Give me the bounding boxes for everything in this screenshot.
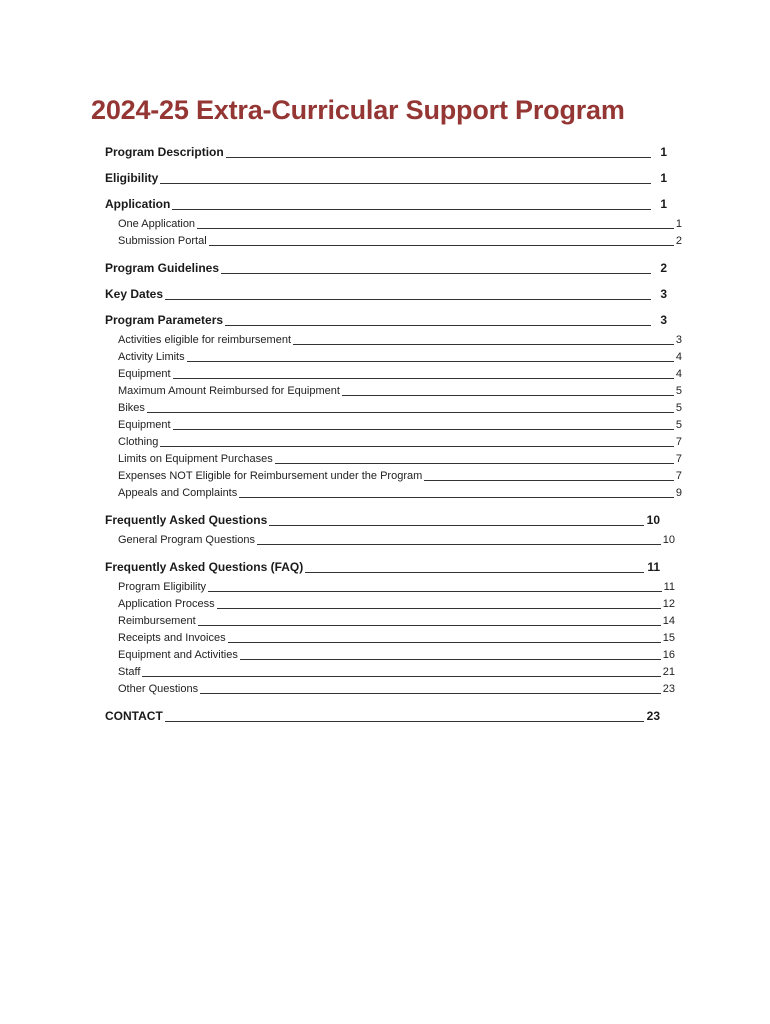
toc-page-number: 14 [662,615,675,627]
toc-leader [160,446,674,447]
toc-subentry-label: Maximum Amount Reimbursed for Equipment [118,385,340,397]
toc-leader [198,625,661,626]
toc-page-number: 1 [660,171,667,185]
toc-subentry-label: Appeals and Complaints [118,487,238,499]
toc-page-number: 5 [675,385,682,397]
toc-entry-contact[interactable] [105,709,660,724]
toc-subentry-staff[interactable] [118,664,675,681]
toc-entry-eligibility[interactable] [105,171,667,186]
toc-subentry-label: Activity Limits [118,351,185,363]
toc-subentry-application-process[interactable] [118,596,675,613]
toc-subentry-submission-portal[interactable] [118,233,682,250]
toc-leader [173,429,674,430]
toc-subentry-general-program-questions[interactable] [118,532,675,549]
toc-leader [293,344,674,345]
toc-entry-program-description[interactable] [105,145,667,160]
toc-subentry-activity-limits[interactable] [118,349,682,366]
toc-leader [187,361,674,362]
toc-subentry-activities-eligible[interactable] [118,332,682,349]
toc-page-number: 15 [662,632,675,644]
toc-subentry-equipment[interactable] [118,366,682,383]
toc-subentry-equipment-and-activities[interactable] [118,647,675,664]
toc-subentry-maximum-amount[interactable] [118,383,682,400]
toc-subentry-label: Other Questions [118,683,199,695]
toc-leader [173,378,674,379]
toc-page-number: 2 [675,235,682,247]
toc-subentry-label: Program Eligibility [118,581,207,593]
toc-subentry-program-eligibility[interactable] [118,579,675,596]
toc-entry-label: CONTACT [105,709,163,723]
toc-page-number: 3 [675,334,682,346]
toc-page-number: 2 [660,261,667,275]
toc-entry-key-dates[interactable] [105,287,667,302]
toc-leader [197,228,674,229]
toc-leader [160,183,651,184]
toc-leader [342,395,674,396]
toc-subentry-label: Submission Portal [118,235,207,247]
toc-entry-label: Program Parameters [105,313,224,327]
toc-entry-label: Key Dates [105,287,164,301]
toc-entry-label: Frequently Asked Questions [105,513,268,527]
toc-page-number: 1 [675,218,682,230]
toc-page-number: 10 [646,513,660,527]
toc-leader [269,525,644,526]
toc-subentry-expenses-not-eligible[interactable] [118,468,682,485]
toc-page-number: 4 [675,351,682,363]
toc-leader [209,245,674,246]
toc-subentry-label: Staff [118,666,141,678]
toc-subentry-label: Limits on Equipment Purchases [118,453,273,465]
toc-subentry-label: Activities eligible for reimbursement [118,334,292,346]
toc-entry-faq[interactable] [105,560,660,575]
toc-subentry-label: Application Process [118,598,215,610]
toc-leader [142,676,660,677]
toc-leader [240,659,661,660]
toc-leader [275,463,674,464]
toc-page-number: 3 [660,313,667,327]
toc-leader [226,157,651,158]
toc-page-number: 1 [660,197,667,211]
toc-entry-label: Frequently Asked Questions (FAQ) [105,560,304,574]
toc-entry-program-guidelines[interactable] [105,261,667,276]
toc-entry-frequently-asked-questions[interactable] [105,513,660,528]
toc-subentry-label: Reimbursement [118,615,196,627]
toc-subentry-other-questions[interactable] [118,681,675,698]
toc-subentry-receipts-and-invoices[interactable] [118,630,675,647]
toc-subentry-label: Equipment and Activities [118,649,238,661]
toc-subentry-label: One Application [118,218,196,230]
toc-subentry-label: Clothing [118,436,159,448]
toc-page-number: 23 [662,683,675,695]
table-of-contents [105,145,682,724]
toc-page-number: 11 [663,581,675,593]
toc-subentry-label: General Program Questions [118,534,255,546]
toc-leader [147,412,674,413]
toc-page-number: 7 [675,453,682,465]
toc-subentry-one-application[interactable] [118,216,682,233]
toc-leader [165,721,644,722]
toc-leader [225,325,651,326]
toc-page-number: 3 [660,287,667,301]
toc-entry-label: Eligibility [105,171,159,185]
toc-page-number: 1 [660,145,667,159]
toc-page-number: 16 [662,649,675,661]
toc-leader [305,572,644,573]
toc-leader [228,642,661,643]
toc-subentry-clothing[interactable] [118,434,682,451]
toc-leader [200,693,661,694]
toc-subentry-label: Expenses NOT Eligible for Reimbursement under the Program [118,470,423,482]
toc-page-number: 12 [662,598,675,610]
toc-leader [217,608,661,609]
toc-subentry-label: Equipment [118,368,171,380]
toc-subentry-equipment-2[interactable] [118,417,682,434]
toc-page-number: 5 [675,419,682,431]
toc-page-number: 7 [675,436,682,448]
toc-subentry-bikes[interactable] [118,400,682,417]
toc-subentry-reimbursement[interactable] [118,613,675,630]
toc-entry-label: Program Description [105,145,224,159]
toc-page-number: 21 [662,666,675,678]
toc-leader [165,299,651,300]
toc-entry-program-parameters[interactable] [105,313,667,328]
toc-entry-label: Application [105,197,171,211]
toc-page-number: 9 [675,487,682,499]
toc-leader [239,497,674,498]
document-title: 2024-25 Extra-Curricular Support Program [91,95,625,125]
toc-subentry-limits-on-equipment[interactable] [118,451,682,468]
toc-leader [424,480,674,481]
toc-subentry-label: Equipment [118,419,171,431]
toc-entry-application[interactable] [105,197,667,212]
toc-page-number: 7 [675,470,682,482]
toc-leader [257,544,661,545]
toc-page-number: 4 [675,368,682,380]
toc-leader [221,273,651,274]
toc-page-number: 11 [647,560,660,574]
toc-leader [208,591,662,592]
toc-page-number: 10 [662,534,675,546]
toc-entry-label: Program Guidelines [105,261,220,275]
toc-page-number: 5 [675,402,682,414]
toc-leader [172,209,651,210]
toc-subentry-label: Bikes [118,402,145,414]
toc-page-number: 23 [646,709,660,723]
toc-subentry-appeals-and-complaints[interactable] [118,485,682,502]
toc-subentry-label: Receipts and Invoices [118,632,226,644]
